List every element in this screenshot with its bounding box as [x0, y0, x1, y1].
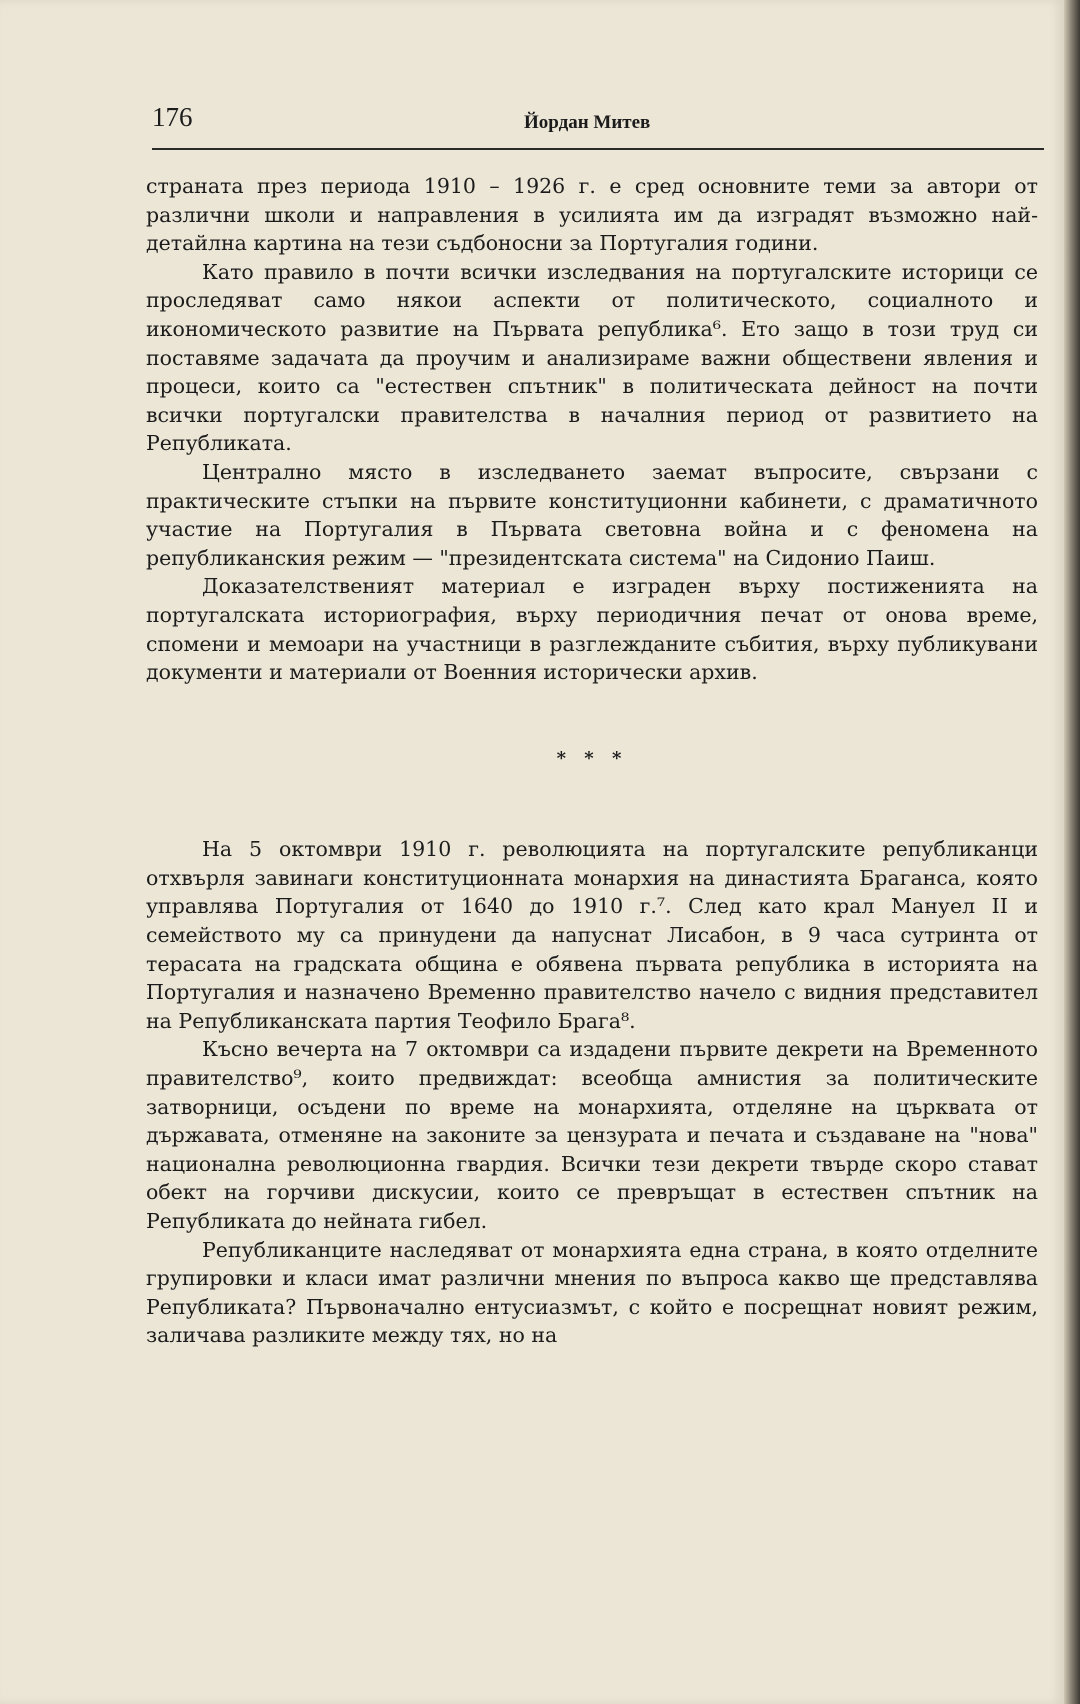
paragraph: Републиканците наследяват от монархията една страна, в която отделните групировки и класи имат различни мнения по въпроса какво ще представлява Републиката? Първоначално ентусиазмът, с който е посрещнат новият режим, заличава разликите между тях, но на [146, 1237, 1038, 1348]
section-break: * * * [556, 747, 628, 769]
paragraph: страната през периода 1910 – 1926 г. е сред основните теми за автори от различни школи и направления в усилията им да изградят възможно най-детайлна картина на тези съдбоносни за Португалия години. [146, 174, 1038, 256]
page-edge [1064, 0, 1080, 1704]
page-number: 176 [152, 102, 193, 132]
paragraph: На 5 октомври 1910 г. революцията на португалските републиканци отхвърля завинаги конституционната монархия на династията Браганса, която управлява Португалия от 1640 до 1910 г.⁷. След като крал Мануел II и семейството му са принудени да напуснат Лисабон, в 9 часа сутринта от терасата на градската община е обявена първата република в историята на Португалия и назначено Временно правителство начело с видния представител на Републиканската партия Теофило Брага⁸. [146, 837, 1038, 1033]
body-text [146, 172, 1038, 1350]
paragraph: Доказателственият материал е изграден върху постиженията на португалската историография, върху периодичния печат от онова време, спомени и мемоари на участници в разглежданите събития, върху публикувани документи и материали от Военния исторически архив. [146, 574, 1038, 685]
paragraph: Късно вечерта на 7 октомври са издадени първите декрети на Временното правителство⁹, които предвиждат: всеобща амнистия за политическите затворници, осъдени по време на монархията, отделяне на църквата от държавата, отменяне на законите за цензурата и печата и създаване на "нова" национална революционна гвардия. Всички тези декрети твърде скоро стават обект на горчиви дискусии, които се превръщат в естествен спътник на Републиката до нейната гибел. [146, 1037, 1038, 1233]
paragraph: Като правило в почти всички изследвания на португалските историци се проследяват само някои аспекти от политическото, социалното и икономическото развитие на Първата република⁶. Ето защо в този труд си поставяме задачата да проучим и анализираме важни обществени явления и процеси, които са "естествен спътник" в политическата дейност на почти всички португалски правителства в началния период от развитието на Републиката. [146, 259, 1038, 456]
page-header [152, 100, 1042, 146]
running-title: Йордан Митев [524, 112, 651, 133]
paragraph: Централно място в изследването заемат въпросите, свързани с практическите стъпки на първите конституционни кабинети, с драматичното участие на Португалия в Първата световна война и с феномена на републиканския режим — "президентската система" на Сидонио Паиш. [146, 459, 1038, 570]
header-rule [152, 148, 1044, 150]
